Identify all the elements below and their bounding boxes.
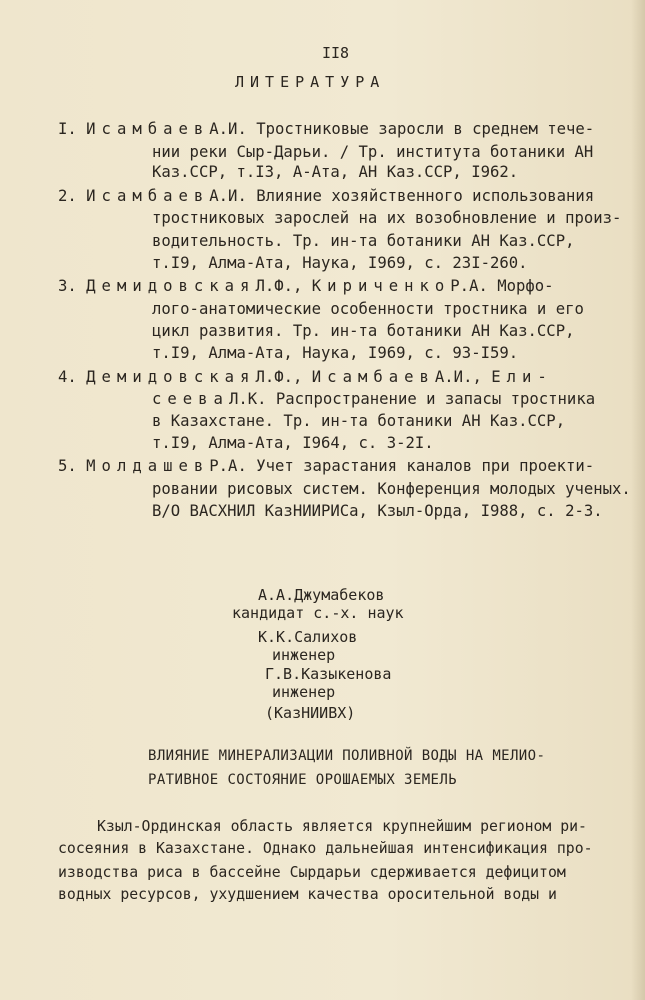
reference-author: Исамбаев [86,120,210,138]
reference-4-line-3: в Казахстане. Тр. ин-та ботаники АН Каз.ССР, [152,412,566,430]
reference-initials: А.И., [434,368,482,386]
author-2-name: К.К.Салихов [258,628,358,646]
reference-4 [58,370,553,386]
reference-text: Л.К. Распространение и запасы тростника [228,390,596,408]
reference-text: Р.А. Морфо- [450,277,554,295]
article-title-line-1: ВЛИЯНИЕ МИНЕРАЛИЗАЦИИ ПОЛИВНОЙ ВОДЫ НА МЕЛИО- [148,748,546,764]
body-line-2: сосеяния в Казахстане. Однако дальнейшая интенсификация про- [58,840,593,857]
reference-author: Демидовская [86,277,256,295]
body-line-3: изводства риса в бассейне Сырдарьи сдерживается дефицитом [58,864,566,881]
reference-number: 2. [58,187,77,205]
reference-1-line-2: нии реки Сыр-Дарьи. / Тр. института ботаники АН [152,143,594,161]
article-title-line-2: РАТИВНОЕ СОСТОЯНИЕ ОРОШАЕМЫХ ЗЕМЕЛЬ [148,772,458,788]
reference-number: I. [58,120,77,138]
reference-author: Молдашев [86,457,210,475]
reference-author: сеева [152,390,229,408]
page-edge-shadow [631,0,645,1000]
reference-2-line-4: т.I9, Алма-Ата, Наука, I969, с. 23I-260. [152,254,528,272]
body-line-1: Кзыл-Ординская область является крупнейшим регионом ри- [97,818,587,835]
reference-author: Исамбаев [311,368,435,386]
reference-number: 3. [58,277,77,295]
reference-author: Демидовская [86,368,256,386]
author-1-name: А.А.Джумабеков [258,586,385,604]
author-1-title: кандидат с.-х. наук [232,604,404,622]
reference-initials: Л.Ф., [255,277,303,295]
reference-3-line-2: лого-анатомические особенности тростника и его [152,300,584,318]
reference-1-line-3: Каз.ССР, т.I3, А-Ата, АН Каз.ССР, I962. [152,163,519,181]
reference-text: А.И. Влияние хозяйственного использования [209,187,595,205]
reference-5-line-3: В/О ВАСХНИЛ КазНИИРИСа, Кзыл-Орда, I988, с. 2-3. [152,502,603,520]
reference-text: А.И. Тростниковые заросли в среднем тече- [209,120,595,138]
institute: (КазНИИВХ) [265,704,356,722]
reference-2-line-3: водительность. Тр. ин-та ботаники АН Каз.ССР, [152,232,575,250]
reference-number: 5. [58,457,77,475]
reference-4-line-2 [152,392,595,408]
reference-author: Кириченко [311,277,451,295]
reference-2 [58,189,594,205]
reference-author: Ели- [491,368,553,386]
reference-4-line-4: т.I9, Алма-Ата, I964, с. 3-2I. [152,434,434,452]
reference-number: 4. [58,368,77,386]
reference-2-line-2: тростниковых зарослей на их возобновление и произ- [152,209,622,227]
reference-3 [58,279,554,295]
reference-5-line-2: ровании рисовых систем. Конференция молодых ученых. [152,480,631,498]
author-2-title: инженер [272,646,336,664]
reference-author: Исамбаев [86,187,210,205]
reference-text: Р.А. Учет зарастания каналов при проекти- [209,457,595,475]
references-heading: ЛИТЕРАТУРА [235,73,386,91]
page-number: II8 [322,44,350,62]
author-3-name: Г.В.Казыкенова [265,665,392,683]
reference-5 [58,459,594,475]
body-line-4: водных ресурсов, ухудшением качества оросительной воды и [58,886,557,903]
reference-1 [58,122,594,138]
reference-initials: Л.Ф., [255,368,303,386]
reference-3-line-3: цикл развития. Тр. ин-та ботаники АН Каз.ССР, [152,322,575,340]
reference-3-line-4: т.I9, Алма-Ата, Наука, I969, с. 93-I59. [152,344,519,362]
author-3-title: инженер [272,683,336,701]
